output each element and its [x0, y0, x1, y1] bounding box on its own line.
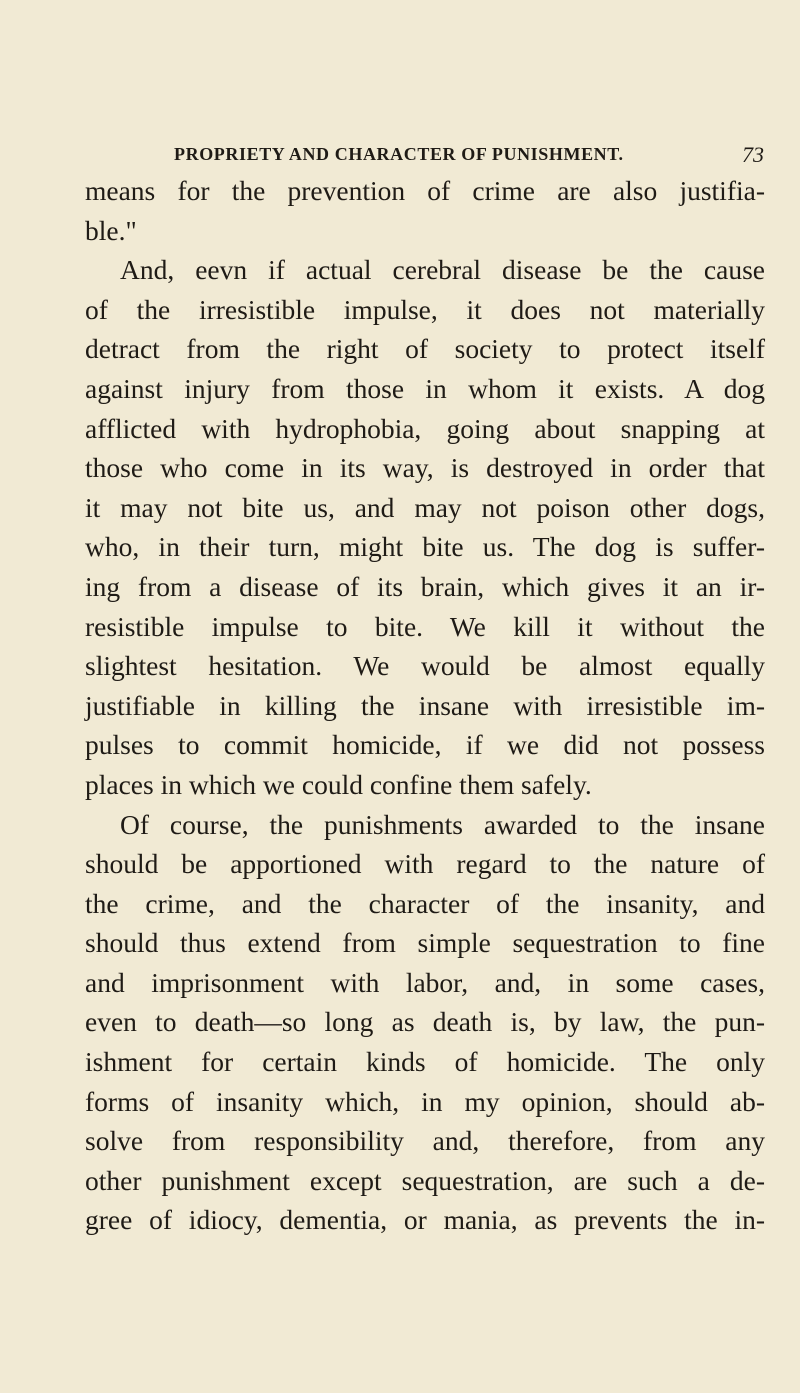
- text-line: against injury from those in whom it exists. A dog: [85, 372, 765, 404]
- text-line: solve from responsibility and, therefore, from any: [85, 1125, 765, 1157]
- text-line: of the irresistible impulse, it does not materially: [85, 293, 765, 325]
- text-line: those who come in its way, is destroyed in order that: [85, 452, 765, 484]
- text-line: ing from a disease of its brain, which gives it an ir-: [85, 570, 765, 602]
- text-line: forms of insanity which, in my opinion, should ab-: [85, 1085, 765, 1117]
- text-line: should thus extend from simple sequestration to fine: [85, 927, 765, 959]
- text-line: afflicted with hydrophobia, going about snapping at: [85, 412, 765, 444]
- paragraph-start-line: Of course, the punishments awarded to the insane: [120, 808, 765, 840]
- text-line: means for the prevention of crime are also justifia-: [85, 175, 765, 206]
- page-number: 73: [742, 142, 764, 167]
- text-line: other punishment except sequestration, are such a de-: [85, 1164, 765, 1196]
- text-line: who, in their turn, might bite us. The dog is suffer-: [85, 531, 765, 563]
- text-line: ble.": [85, 214, 137, 246]
- text-line: should be apportioned with regard to the nature of: [85, 848, 765, 880]
- paragraph-start-line: And, eevn if actual cerebral disease be the cause: [120, 254, 765, 286]
- running-head-title: PROPRIETY AND CHARACTER OF PUNISHMENT.: [174, 144, 624, 164]
- text-line: resistible impulse to bite. We kill it without the: [85, 610, 765, 642]
- text-line: and imprisonment with labor, and, in some cases,: [85, 966, 765, 998]
- running-head: [174, 142, 764, 170]
- text-line: even to death—so long as death is, by law, the pun-: [85, 1006, 765, 1038]
- text-line: ishment for certain kinds of homicide. The only: [85, 1046, 765, 1078]
- text-line: places in which we could confine them safely.: [85, 768, 592, 800]
- text-line: detract from the right of society to protect itself: [85, 333, 765, 365]
- text-line: justifiable in killing the insane with irresistible im-: [85, 689, 765, 721]
- text-line: gree of idiocy, dementia, or mania, as prevents the in-: [85, 1204, 765, 1236]
- body-text: [85, 171, 765, 1240]
- text-line: the crime, and the character of the insanity, and: [85, 887, 765, 919]
- text-line: slightest hesitation. We would be almost equally: [85, 650, 765, 682]
- text-line: pulses to commit homicide, if we did not possess: [85, 729, 765, 761]
- text-line: it may not bite us, and may not poison other dogs,: [85, 491, 765, 523]
